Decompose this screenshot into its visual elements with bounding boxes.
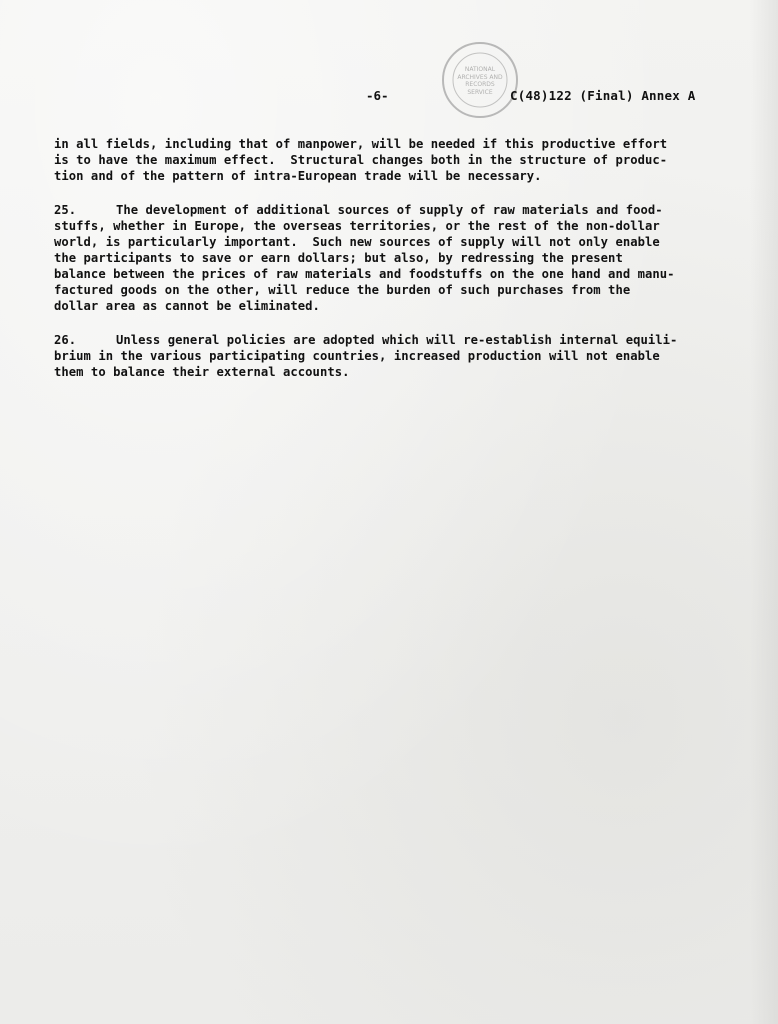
text-line: brium in the various participating countries, increased production will not enable [54, 349, 660, 363]
paragraph-number: 26. [54, 333, 77, 347]
text-line: in all fields, including that of manpower, will be needed if this productive effort [54, 137, 668, 151]
text-line: is to have the maximum effect. Structural changes both in the structure of produc- [54, 153, 668, 167]
text-line: balance between the prices of raw materials and foodstuffs on the one hand and manu- [54, 267, 675, 281]
page-header [0, 88, 778, 108]
paragraph-continuation [54, 136, 734, 184]
text-line-content: Unless general policies are adopted which will re-establish internal equili- [116, 333, 678, 347]
stamp-line-3: RECORDS [465, 81, 495, 88]
document-body [54, 136, 734, 398]
text-line: dollar area as cannot be eliminated. [54, 299, 320, 313]
text-line: stuffs, whether in Europe, the overseas territories, or the rest of the non-dollar [54, 219, 660, 233]
stamp-line-4: SERVICE [467, 88, 493, 96]
text-line: tion and of the pattern of intra-European trade will be necessary. [54, 169, 542, 183]
text-line: the participants to save or earn dollars; but also, by redressing the present [54, 251, 623, 265]
page-number: -6- [366, 88, 389, 103]
archives-stamp-text [440, 40, 520, 120]
stamp-line-2: ARCHIVES AND [457, 73, 503, 81]
document-reference: C(48)122 (Final) Annex A [510, 88, 696, 103]
stamp-line-1: NATIONAL [464, 66, 496, 73]
text-line: them to balance their external accounts. [54, 365, 350, 379]
paragraph-number: 25. [54, 203, 77, 217]
text-line: factured goods on the other, will reduce the burden of such purchases from the [54, 283, 631, 297]
text-line [54, 202, 734, 218]
text-line-content: The development of additional sources of supply of raw materials and food- [116, 203, 663, 217]
page-edge-shadow [750, 0, 778, 1024]
paragraph-26 [54, 332, 734, 380]
text-line: world, is particularly important. Such new sources of supply will not only enable [54, 235, 660, 249]
paragraph-25 [54, 202, 734, 314]
text-line [54, 332, 734, 348]
